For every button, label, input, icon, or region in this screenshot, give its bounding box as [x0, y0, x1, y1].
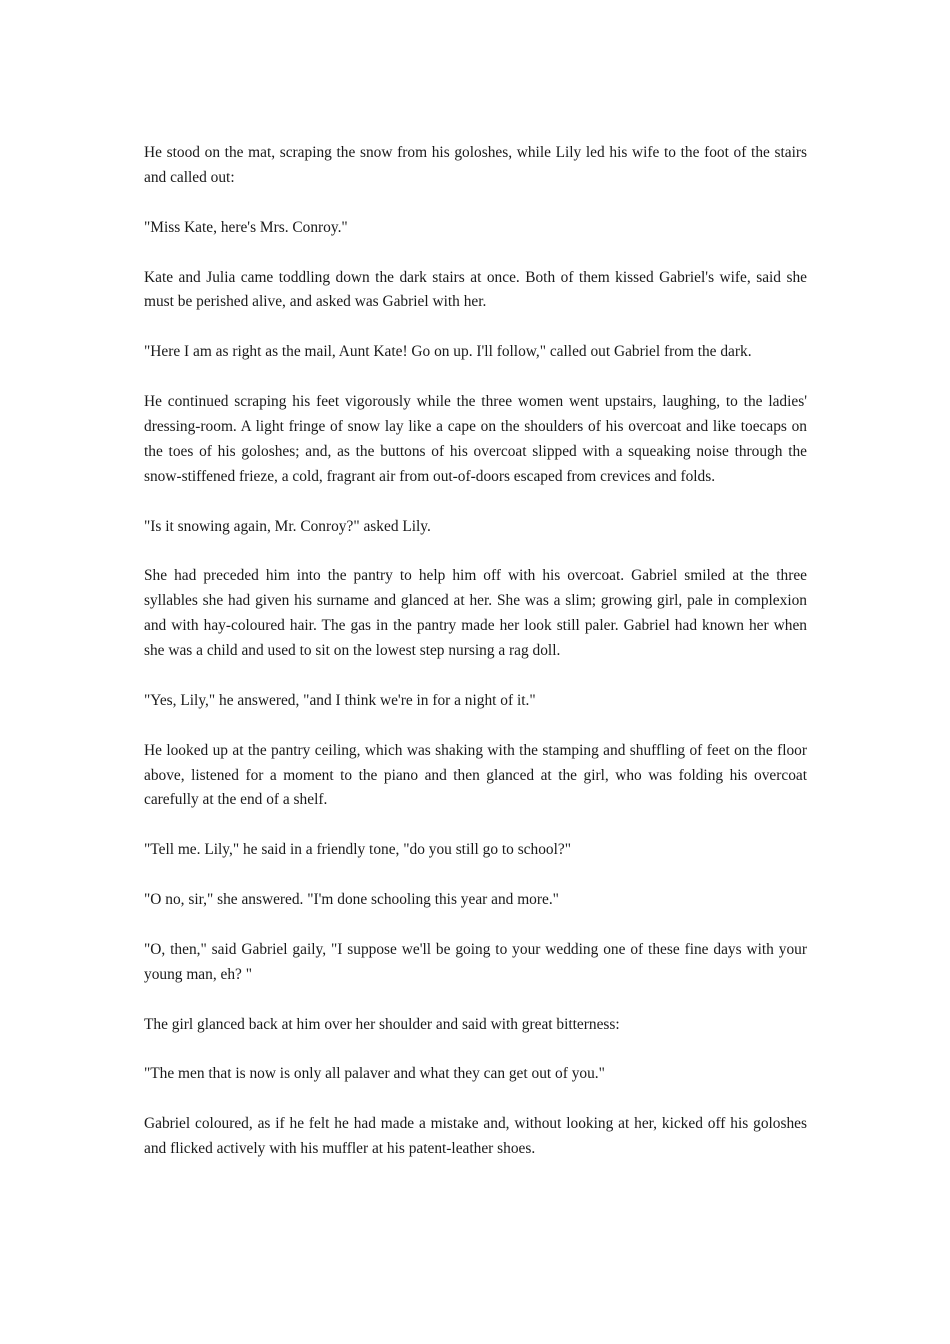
paragraph: "O no, sir," she answered. "I'm done schooling this year and more.": [144, 891, 559, 909]
paragraph: He continued scraping his feet vigorously while the three women went upstairs, laughing, to the ladies' dressing-room. A light fringe of snow lay like a cape on the shoulders of his overcoat and like toecaps on the toes of his goloshes; and, as the buttons of his overcoat slipped with a squeaking noise through the snow-stiffened frieze, a cold, fragrant air from out-of-doors escaped from crevices and folds.: [144, 393, 807, 485]
paragraph: "Is it snowing again, Mr. Conroy?" asked Lily.: [144, 517, 431, 535]
paragraph: "Here I am as right as the mail, Aunt Kate! Go on up. I'll follow," called out Gabriel from the dark.: [144, 343, 752, 361]
paragraph: She had preceded him into the pantry to help him off with his overcoat. Gabriel smiled at the three syllables she had given his surname and glanced at her. She was a slim; growing girl, pale in complexion and with hay-coloured hair. The gas in the pantry made her look still paler. Gabriel had known her when she was a child and used to sit on the lowest step nursing a rag doll.: [144, 567, 807, 660]
paragraph: The girl glanced back at him over her shoulder and said with great bitterness:: [144, 1015, 620, 1033]
paragraph: "Tell me. Lily," he said in a friendly tone, "do you still go to school?": [144, 841, 571, 859]
paragraph: "O, then," said Gabriel gaily, "I suppose we'll be going to your wedding one of these fine days with your young man, eh? ": [144, 940, 807, 983]
paragraph: Kate and Julia came toddling down the dark stairs at once. Both of them kissed Gabriel's wife, said she must be perished alive, and asked was Gabriel with her.: [144, 268, 807, 311]
paragraph: Gabriel coloured, as if he felt he had made a mistake and, without looking at her, kicked off his goloshes and flicked actively with his muffler at his patent-leather shoes.: [144, 1115, 807, 1158]
body-text: [144, 141, 807, 1187]
paragraph: "The men that is now is only all palaver and what they can get out of you.": [144, 1065, 605, 1083]
paragraph: "Yes, Lily," he answered, "and I think we're in for a night of it.": [144, 691, 536, 709]
paragraph: He looked up at the pantry ceiling, which was shaking with the stamping and shuffling of feet on the floor above, listened for a moment to the piano and then glanced at the girl, who was folding his overcoat carefully at the end of a shelf.: [144, 741, 807, 809]
paragraph: "Miss Kate, here's Mrs. Conroy.": [144, 218, 348, 236]
paragraph: He stood on the mat, scraping the snow from his goloshes, while Lily led his wife to the foot of the stairs and called out:: [144, 144, 807, 186]
